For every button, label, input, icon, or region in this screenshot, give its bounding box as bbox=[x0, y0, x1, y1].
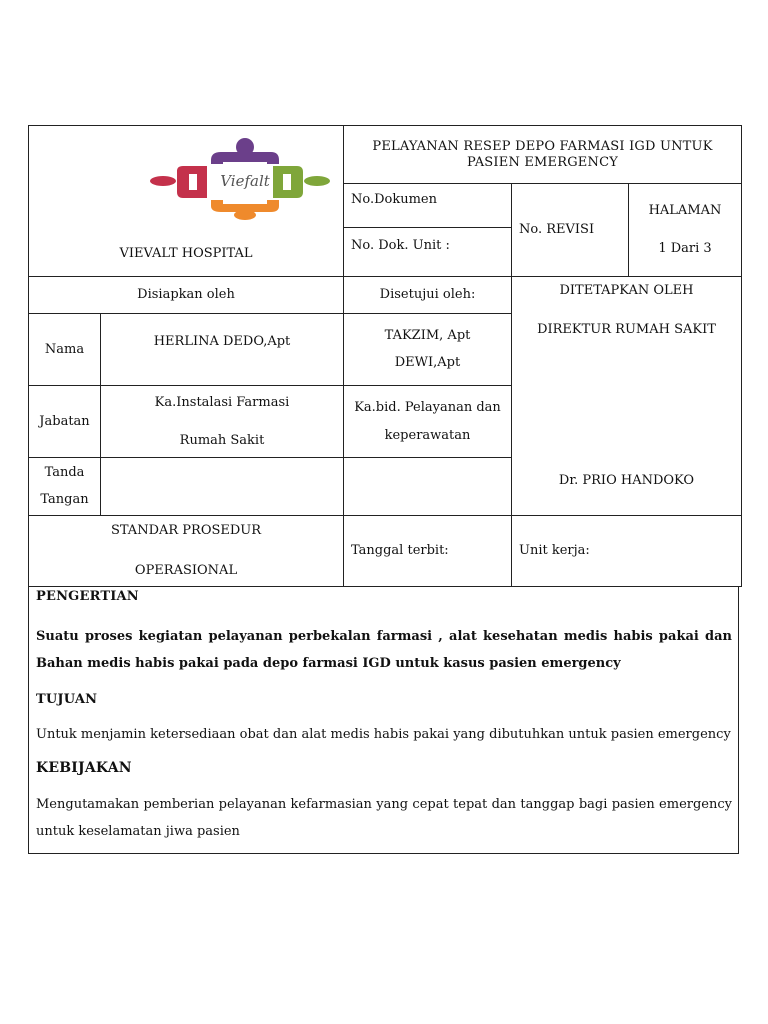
direktur-label: DIREKTUR RUMAH SAKIT bbox=[537, 321, 716, 337]
jabatan-disiapkan-1: Ka.Instalasi Farmasi bbox=[154, 394, 290, 410]
title-line-2: PASIEN EMERGENCY bbox=[466, 154, 619, 170]
content-section bbox=[28, 587, 739, 854]
halaman-label: HALAMAN bbox=[648, 203, 722, 219]
disiapkan-label: Disiapkan oleh bbox=[29, 277, 344, 314]
tanda-tangan-disiapkan bbox=[101, 458, 344, 516]
nama-disetujui-2: DEWI,Apt bbox=[394, 355, 461, 370]
ditetapkan-cell bbox=[512, 277, 742, 516]
pengertian-text: Suatu proses kegiatan pelayanan perbekalan farmasi , alat kesehatan medis habis pakai dan Bahan medis habis pakai pada depo farmasi IGD untuk kasus pasien emergency bbox=[36, 629, 732, 671]
nama-disetujui bbox=[344, 314, 512, 386]
tujuan-heading: TUJUAN bbox=[36, 692, 98, 707]
hospital-logo bbox=[149, 138, 331, 220]
jabatan-disiapkan bbox=[101, 386, 344, 458]
halaman-value: 1 Dari 3 bbox=[658, 241, 712, 256]
no-dok-unit-label: No. Dok. Unit : bbox=[344, 228, 512, 277]
nama-label: Nama bbox=[29, 314, 101, 386]
direktur-name: Dr. PRIO HANDOKO bbox=[558, 473, 695, 489]
sop-label-1: STANDAR PROSEDUR bbox=[110, 523, 262, 539]
kebijakan-heading: KEBIJAKAN bbox=[36, 760, 132, 776]
tanda-label-2: Tangan bbox=[40, 492, 89, 507]
tanda-label-1: Tanda bbox=[44, 465, 85, 481]
tujuan-text: Untuk menjamin ketersediaan obat dan alat medis habis pakai yang dibutuhkan untuk pasien emergency bbox=[36, 727, 731, 742]
unit-kerja-label: Unit kerja: bbox=[512, 516, 742, 587]
jabatan-disetujui-1: Ka.bid. Pelayanan dan bbox=[354, 399, 501, 415]
halaman-cell bbox=[629, 184, 742, 277]
sop-label-2: OPERASIONAL bbox=[134, 563, 238, 578]
kebijakan-text: Mengutamakan pemberian pelayanan kefarmasian yang cepat tepat dan tanggap bagi pasien emergency untuk keselamatan jiwa pasien bbox=[36, 797, 732, 839]
tanda-tangan-label bbox=[29, 458, 101, 516]
nama-disetujui-1: TAKZIM, Apt bbox=[384, 328, 471, 344]
tanggal-terbit-label: Tanggal terbit: bbox=[344, 516, 512, 587]
jabatan-disiapkan-2: Rumah Sakit bbox=[179, 432, 265, 448]
pengertian-heading: PENGERTIAN bbox=[36, 589, 139, 604]
sop-document bbox=[28, 125, 741, 854]
ditetapkan-label: DITETAPKAN OLEH bbox=[559, 283, 694, 298]
sop-label-cell bbox=[29, 516, 344, 587]
disetujui-label: Disetujui oleh: bbox=[344, 277, 512, 314]
nama-disiapkan: HERLINA DEDO,Apt bbox=[101, 314, 344, 386]
logo-cell bbox=[29, 126, 344, 277]
jabatan-disetujui bbox=[344, 386, 512, 458]
no-dokumen-label: No.Dokumen bbox=[344, 184, 512, 228]
tanda-tangan-disetujui bbox=[344, 458, 512, 516]
hospital-name: VIEVALT HOSPITAL bbox=[119, 246, 253, 261]
document-title bbox=[344, 126, 742, 184]
jabatan-label: Jabatan bbox=[29, 386, 101, 458]
logo-text: Viefalt bbox=[220, 172, 270, 190]
title-line-1: PELAYANAN RESEP DEPO FARMASI IGD UNTUK bbox=[372, 138, 713, 154]
jabatan-disetujui-2: keperawatan bbox=[384, 427, 471, 443]
sop-header-table bbox=[28, 125, 742, 587]
no-revisi-label: No. REVISI bbox=[512, 184, 629, 277]
